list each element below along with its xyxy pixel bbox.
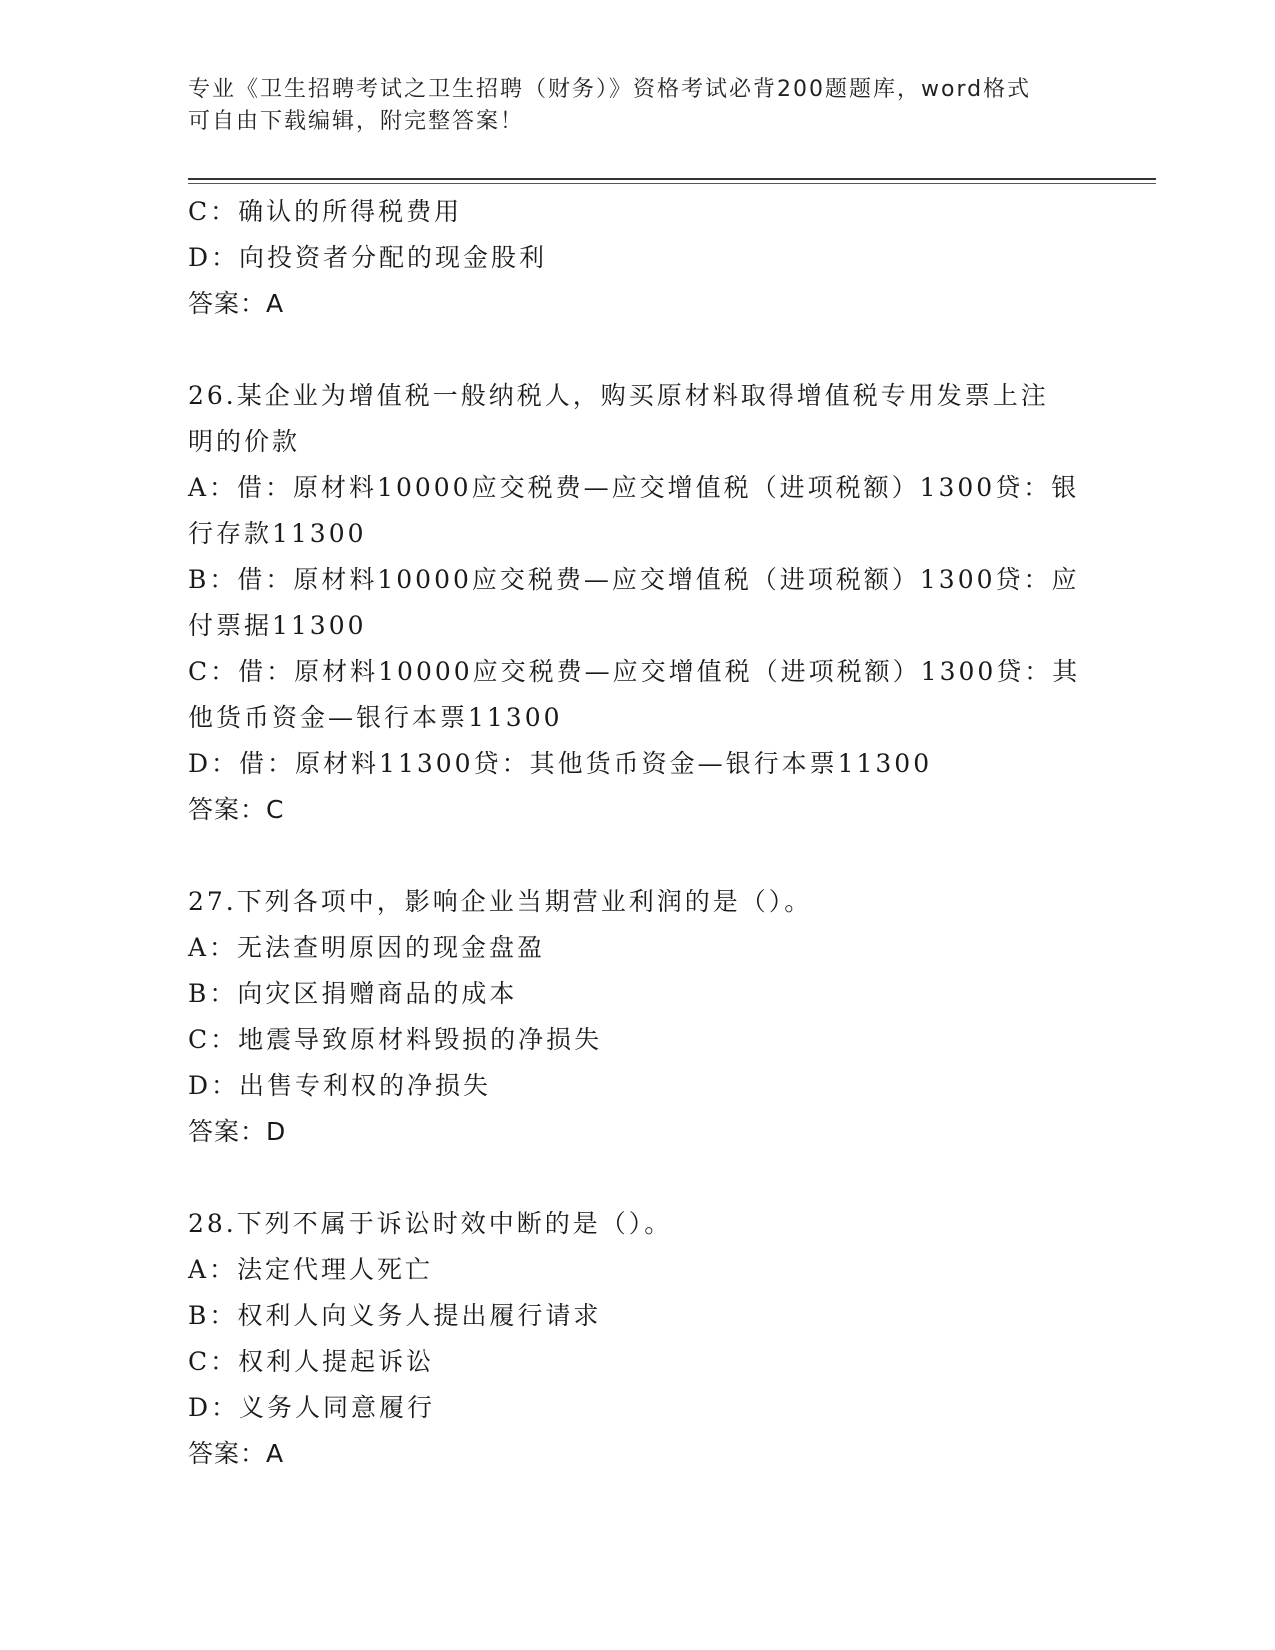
option-c: C：权利人提起诉讼 (188, 1347, 435, 1376)
option-a-continued: 行存款11300 (188, 519, 367, 548)
spacer (188, 1155, 1088, 1201)
question-25-tail (188, 189, 1088, 327)
option-a: A：无法查明原因的现金盘盈 (188, 933, 546, 962)
question-stem-continued: 明的价款 (188, 427, 301, 456)
option-b-continued: 付票据11300 (188, 611, 367, 640)
header-line-1: 专业《卫生招聘考试之卫生招聘（财务）》资格考试必背200题题库，word格式 (188, 77, 1032, 102)
option-a: A：法定代理人死亡 (188, 1255, 434, 1284)
answer-line: 答案：C (188, 795, 285, 824)
option-a: A：借：原材料10000应交税费—应交增值税（进项税额）1300贷：银 (188, 473, 1080, 502)
header-line-2: 可自由下载编辑，附完整答案！ (188, 109, 525, 134)
option-b: B：向灾区捐赠商品的成本 (188, 979, 518, 1008)
option-c: C：借：原材料10000应交税费—应交增值税（进项税额）1300贷：其 (188, 657, 1081, 686)
option-c: C：确认的所得税费用 (188, 197, 463, 226)
option-d: D：借：原材料11300贷：其他货币资金—银行本票11300 (188, 749, 933, 778)
option-c-continued: 他货币资金—银行本票11300 (188, 703, 563, 732)
option-c: C：地震导致原材料毁损的净损失 (188, 1025, 603, 1054)
question-list (188, 189, 1088, 1477)
option-d: D：出售专利权的净损失 (188, 1071, 492, 1100)
header-divider-thick (188, 178, 1156, 180)
option-b: B：借：原材料10000应交税费—应交增值税（进项税额）1300贷：应 (188, 565, 1080, 594)
header-divider-thin (188, 183, 1156, 184)
answer-line: 答案：D (188, 1117, 287, 1146)
question-stem: 27.下列各项中，影响企业当期营业利润的是（）。 (188, 887, 813, 916)
question-28 (188, 1201, 1088, 1477)
question-stem: 28.下列不属于诉讼时效中断的是（）。 (188, 1209, 673, 1238)
question-stem: 26.某企业为增值税一般纳税人，购买原材料取得增值税专用发票上注 (188, 381, 1049, 410)
spacer (188, 327, 1088, 373)
document-header (188, 74, 1068, 138)
answer-line: 答案：A (188, 289, 285, 318)
answer-line: 答案：A (188, 1439, 285, 1468)
option-d: D：向投资者分配的现金股利 (188, 243, 548, 272)
option-b: B：权利人向义务人提出履行请求 (188, 1301, 602, 1330)
option-d: D：义务人同意履行 (188, 1393, 436, 1422)
question-26 (188, 373, 1088, 833)
spacer (188, 833, 1088, 879)
question-27 (188, 879, 1088, 1155)
